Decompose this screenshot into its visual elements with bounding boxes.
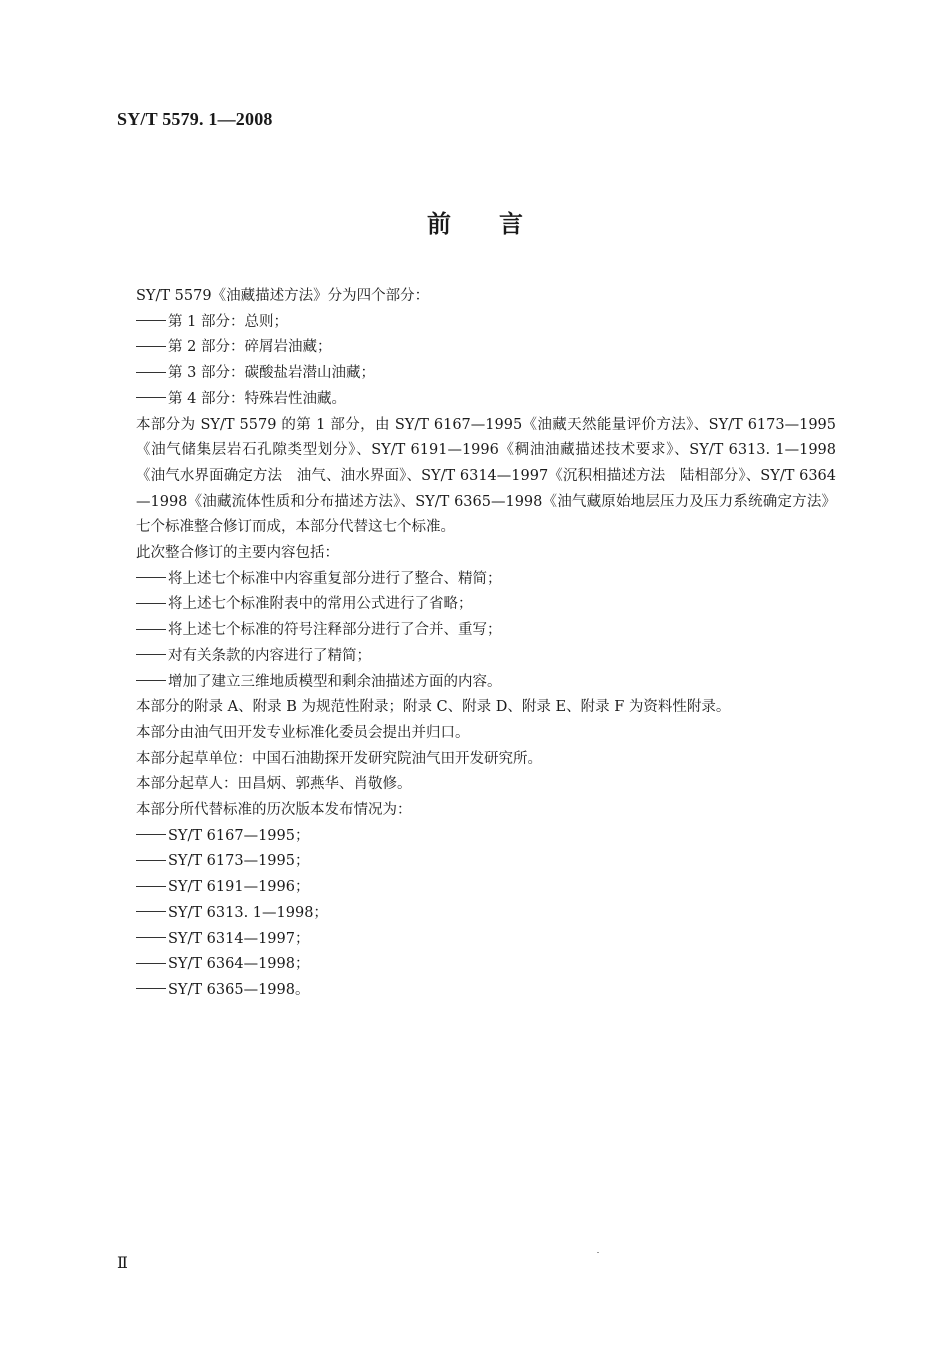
dash-mark	[136, 346, 166, 347]
history-item-1: SY/T 6167—1995；	[168, 827, 310, 844]
history-item-5: SY/T 6314—1997；	[168, 930, 310, 947]
list-item	[136, 978, 836, 1004]
dash-mark	[136, 577, 166, 578]
change-item-2: 将上述七个标准附表中的常用公式进行了省略；	[168, 596, 473, 613]
history-intro: 本部分所代替标准的历次版本发布情况为：	[136, 802, 412, 819]
drafters-note: 本部分起草人：田昌炳、郭燕华、肖敬修。	[136, 776, 412, 793]
part-item-2: 第 2 部分：碎屑岩油藏；	[168, 339, 332, 356]
history-item-7: SY/T 6365—1998。	[168, 981, 310, 998]
foreword-body	[136, 284, 836, 1004]
list-item	[136, 567, 836, 593]
list-item	[136, 849, 836, 875]
history-item-4: SY/T 6313. 1—1998；	[168, 904, 328, 921]
history-item-6: SY/T 6364—1998；	[168, 956, 310, 973]
page-number: Ⅱ	[117, 1255, 128, 1272]
changes-intro: 此次整合修订的主要内容包括：	[136, 545, 339, 562]
title-char-1: 前	[427, 210, 451, 238]
list-item	[136, 618, 836, 644]
intro-paragraph: SY/T 5579《油藏描述方法》分为四个部分：	[136, 288, 430, 304]
part-item-4: 第 4 部分：特殊岩性油藏。	[168, 390, 346, 407]
document-code: SY/T 5579. 1—2008	[117, 109, 273, 129]
dash-mark	[136, 988, 166, 989]
list-item	[136, 335, 836, 361]
part-item-1: 第 1 部分：总则；	[168, 313, 288, 330]
part-item-3: 第 3 部分：碳酸盐岩潜山油藏；	[168, 365, 375, 382]
title-char-2: 言	[499, 210, 523, 238]
list-item	[136, 644, 836, 670]
dash-mark	[136, 680, 166, 681]
dash-mark	[136, 937, 166, 938]
dash-mark	[136, 886, 166, 887]
proposer-note: 本部分由油气田开发专业标准化委员会提出并归口。	[136, 724, 470, 741]
dash-mark	[136, 320, 166, 321]
appendix-note: 本部分的附录 A、附录 B 为规范性附录；附录 C、附录 D、附录 E、附录 F 为资料性附录。	[136, 699, 731, 716]
dash-mark	[136, 397, 166, 398]
dash-mark	[136, 963, 166, 964]
dash-mark	[136, 603, 166, 604]
list-item	[136, 592, 836, 618]
drafting-unit-note: 本部分起草单位：中国石油勘探开发研究院油气田开发研究所。	[136, 750, 542, 767]
merge-paragraph: 本部分为 SY/T 5579 的第 1 部分，由 SY/T 6167—1995《油藏天然能量评价方法》、SY/T 6173—1995《油气储集层岩石孔隙类型划分》、SY/T 6191—1996《稠油油藏描述技术要求》、SY/T 6313. 1—1998《油气水界面确定方法 油气、油水界面》、SY/T 6314—1997《沉积相描述方法 陆相部分》、SY/T 6364—1998《油藏流体性质和分布描述方法》、SY/T 6365—1998《油气藏原始地层压力及压力系统确定方法》七个标准整合修订而成，本部分代替这七个标准。	[136, 416, 836, 536]
dash-mark	[136, 834, 166, 835]
list-item	[136, 361, 836, 387]
change-item-3: 将上述七个标准的符号注释部分进行了合并、重写；	[168, 622, 502, 639]
history-item-2: SY/T 6173—1995；	[168, 853, 310, 870]
page-title	[0, 204, 950, 239]
dash-mark	[136, 629, 166, 630]
history-item-3: SY/T 6191—1996；	[168, 879, 310, 896]
dash-mark	[136, 372, 166, 373]
list-item	[136, 927, 836, 953]
dash-mark	[136, 860, 166, 861]
list-item	[136, 875, 836, 901]
change-item-5: 增加了建立三维地质模型和剩余油描述方面的内容。	[168, 673, 502, 690]
list-item	[136, 824, 836, 850]
dash-mark	[136, 911, 166, 912]
list-item	[136, 670, 836, 696]
list-item	[136, 901, 836, 927]
list-item	[136, 310, 836, 336]
change-item-4: 对有关条款的内容进行了精简；	[168, 647, 371, 664]
list-item	[136, 387, 836, 413]
list-item	[136, 952, 836, 978]
dash-mark	[136, 654, 166, 655]
scan-speck	[597, 1252, 599, 1253]
change-item-1: 将上述七个标准中内容重复部分进行了整合、精简；	[168, 570, 502, 587]
